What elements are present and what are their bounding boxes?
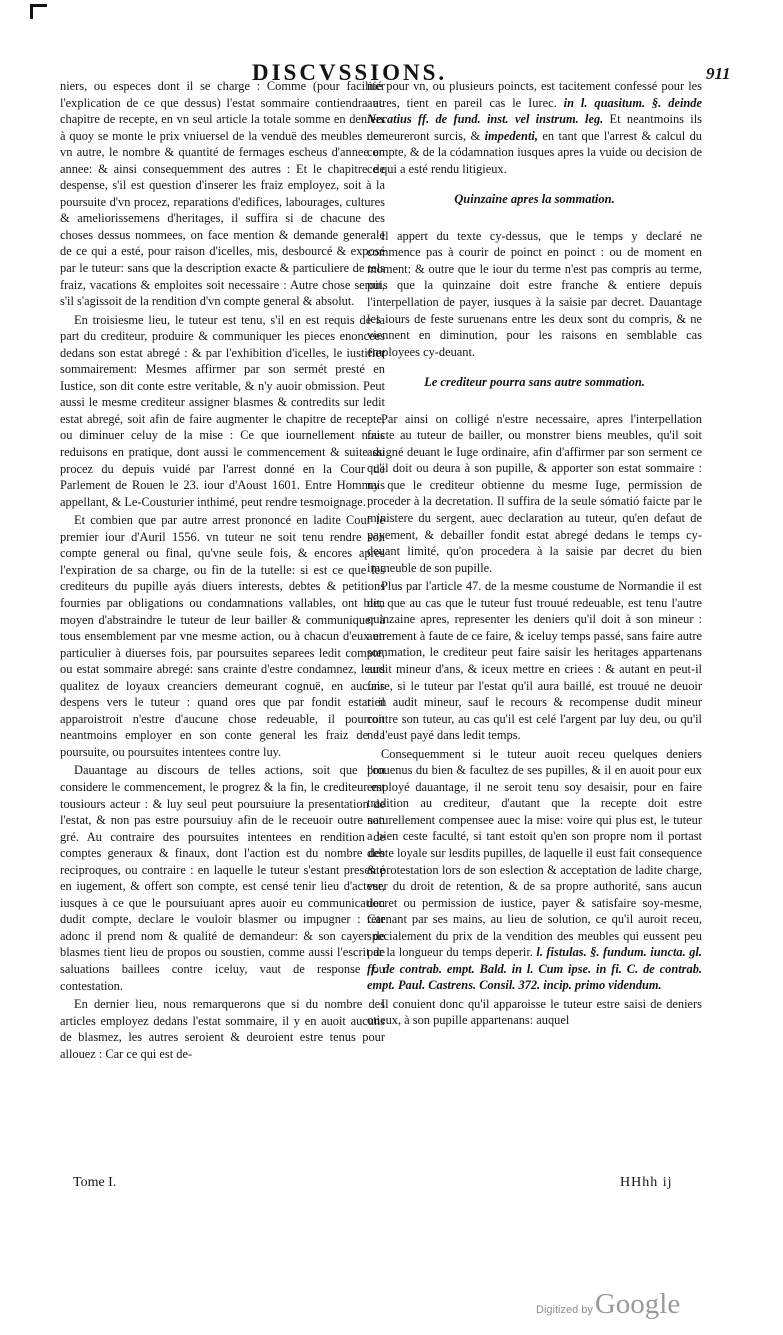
page-number: 911: [706, 64, 731, 83]
paragraph: [367, 746, 702, 994]
section-heading: Le crediteur pourra sans autre sommation.: [424, 375, 645, 390]
signature-mark: HHhh ij: [620, 1175, 673, 1190]
paragraph: Il appert du texte cy-dessus, que le temps y declaré ne commence pas à courir de poinct en poinct : ou de moment en moment: & outre que le iour du terme n'est pas compris au terme, puis que la quinzaine doit estre franche & entiere depuis l'interpellation de payer, iusques à la saisie par decret. Dauantage les iours de feste suruenans entre les deux sont du compris, & ne viennent en diminution, pour les raisons en semblable cas employees cy-deuant.: [367, 228, 702, 359]
volume-label: Tome I.: [73, 1175, 117, 1190]
watermark-prefix: Digitized by: [536, 1304, 593, 1316]
digitized-watermark: [536, 1288, 680, 1321]
paragraph: niers, ou especes dont il se charge : Comme (pour faciliter l'explication de ce que dessus) l'estat sommaire contiendra au chapitre de recepte, en vn seul article la totale somme en deniers à quoy se monte le prix vniuersel de la venduë des meubles : en vn autre, le nombre & quantité de fermages escheus d'annee en annee: & ainsi consequemment des autres : Et le chapitre de despense, s'il est question d'inserer les fraiz employez, soit à la poursuite d'vn procez, reparations d'edifices, labourages, cultures & ameliorissemens d'heritages, il suffira si de chacune des choses dessus nommees, on face mention & demande generale de ce qui a esté, pour raison d'icelles, mis, desbourcé & exposé par le tuteur: sans que la description exacte & particuliere de tels fraiz, vacations & emploites soit necessaire : Autre chose seroit, s'il s'agissoit de la rendition d'vn compte general & absolut.: [60, 79, 385, 309]
google-logo: Google: [594, 1288, 681, 1320]
paragraph: [367, 78, 702, 177]
paragraph-text: nié pour vn, ou plusieurs poincts, est tacitement confessé pour les autres, tient en pareil cas le Iurec.: [367, 79, 702, 110]
paragraph: Il conuient donc qu'il apparoisse le tuteur estre saisi de deniers otieux, à son pupille appartenans: auquel: [367, 996, 702, 1028]
paragraph: Plus par l'article 47. de la mesme coustume de Normandie il est dit, que au cas que le tuteur fust trouué redeuable, est tenu l'autre quinzaine apres, representer les deniers qu'il doit à son mineur : autrement à faute de ce faire, & iceluy temps passé, sans faire autre sommation, le crediteur peut faire saisir les heritages appartenans audit mineur d'ans, & iceux mettre en criees : & autant en peut-il faire, si le tuteur par l'estat qu'il aura baillé, est trouué ne deuoir rien audit mineur, sauf le recours & recompense dudit mineur contre son tuteur, au cas qu'il est celé l'argent par luy deu, ou qu'il ne l'eust payé dans ledit temps.: [367, 579, 702, 743]
paragraph: En dernier lieu, nous remarquerons que si du nombre des articles employez dedans l'estat sommaire, il y en auoit aucuns de blasmez, les autres seroient & deuroient estre tenus pour allouez : Car ce qui est de-: [60, 997, 385, 1061]
section-heading: Quinzaine apres la sommation.: [454, 192, 615, 207]
paragraph-text: Consequemment si le tuteur auoit receu quelques deniers prouenus du bien & facultez de ses pupilles, & il en auoit pour eux employé dauantage, il ne seroit tenu soy desaisir, pour en faire tradition au crediteur, d'autant que la recepte doit estre naturellement compensee auec la mise: voire qui plus est, le tuteur a bien ceste faculté, si tant estoit qu'en son propre nom il portast debte loyale sur lesdits pupilles, de laquelle il eust fait consequence & protestation lors de son eslection & acceptation de ladite charge, vser du droit de retention, & de sa propre authorité, sans aucun decret ou permission de iustice, payer & satisfaire soy-mesme, retenant par ses mains, au lieu de solution, ce qu'il auroit receu, specialement du prix de la vendition des meubles qui eussent peu par la longueur du temps deperir.: [367, 746, 702, 960]
paragraph: Dauantage au discours de telles actions, soit que l'on considere le commencement, le progrez & la fin, le crediteur est tousiours acteur : & luy seul peut poursuiure la presentation de l'estat, & non pas estre poursuiuy afin de le receuoir outre son gré. Au contraire des poursuites intentees en rendition de comptes generaux & finaux, dont l'action est du nombre des reciproques, ou contraire : en laquelle le tuteur s'estant presenté en iugement, & offert son compte, est censé tenir lieu d'acteur, iusques à ce que le poursuiuant apres auoir eu communication dudit compte, declare le vouloir blasmer ou impugner : Car adonc il prend nom & qualité de demandeur: & son cayer de blasmes tient lieu de propos ou soustien, comme aussi l'escrit de saluations baillees contre iceluy, vaut de response ou contestation.: [60, 763, 385, 993]
paragraph-text: en tant que l'arrest & calcul du compte, & de la códamnation iusques apres la vuide ou decision de ce qui a esté rendu litigieux.: [367, 128, 702, 176]
paragraph: Et combien que par autre arrest prononcé en ladite Cour le premier iour d'Auril 1556. vn tuteur ne soit tenu rendre son compte general ou final, qu'vne seule fois, & encores apres l'expiration de sa charge, ou fin de la tutelle: si est ce que les crediteurs du pupille ayás diuers interests, debtes & petitions fournies par obligations ou condamnations vallables, ont bien moyen d'abstraindre le tuteur de leur bailler & communiquer à tous ensemblement par vne mesme action, ou à chacun d'eux en particulier à diuerses fois, par poursuites separees ledit compte, ou estat sommaire abregé: sans crainte d'estre condamnez, leurs qualitez de loyaux creanciers demeurant cognuë, en aucuns despens vers le tuteur : quand ores que par fondit estat il apparoistroit n'estre d'aucune chose redeuable, il pourroit neantmoins employer en son conte general les fraiz de la poursuite, ou poursuites intentees contre luy.: [60, 513, 385, 759]
paragraph-text: Et neantmoins ils demeureront surcis, &: [367, 112, 702, 143]
left-column: [60, 78, 385, 1064]
printer-corner-mark: [30, 4, 47, 19]
legal-citation: in l. quasitum. §. deinde Necatius ff. de fund. inst. vel instrum. leg.: [367, 95, 702, 127]
legal-term: impedenti,: [484, 128, 538, 143]
paragraph: Par ainsi on colligé n'estre necessaire, apres l'interpellation faicte au tuteur de bailler, ou monstrer biens meubles, qu'il soit assigné deuant le Iuge ordinaire, afin d'affirmer par son serment ce qu'il doit ou deura à son pupille, & apporter son estat sommaire : ny que le crediteur obtienne du mesme Iuge, permission de proceder à la decretation. Il suffira de la seule sómatió faicte par le ministere du sergent, auec declaration au tuteur, qu'en defaut de payement, & debailler fondit estat abregé dedans le temps cy-deuant limité, qu'on procedera à la saisie par decret du bien immeuble de son pupille.: [367, 411, 702, 575]
running-title: DISCVSSIONS.: [252, 60, 448, 85]
legal-citation: l. fistulas. §. fundum. iuncta. gl. ff. de contrab. empt. Bald. in l. Cum ipse. in fi. C. de contrab. empt. Paul. Castrens. Consil. 372. incip. primo videndum.: [367, 945, 702, 993]
paragraph: En troisiesme lieu, le tuteur est tenu, s'il en est requis de la part du crediteur, produire & communiquer les pieces enoncees dedans son estat abregé : & par l'exhibition d'icelles, le iustifier sommairement: Mesmes affirmer par son sermét presté en Iustice, son dit conte estre veritable, & n'y auoir obmission. Peut aussi le mesme crediteur assigner blasmes & contredits sur ledit estat abregé, soit afin de faire augmenter le chapitre de recepte, ou diminuer celuy de la mise : Ce que iournellement nous reduisons en pratique, dont aussi le commencement & suite du procez du depuis vuidé par l'arrest donné en la Cour de Parlement de Rouen le 23. iour d'Aoust 1601. Entre Hommais appellant, & Le-Cousturier inthimé, peut rendre tesmoignage.: [60, 312, 385, 509]
right-column: [367, 78, 702, 1031]
